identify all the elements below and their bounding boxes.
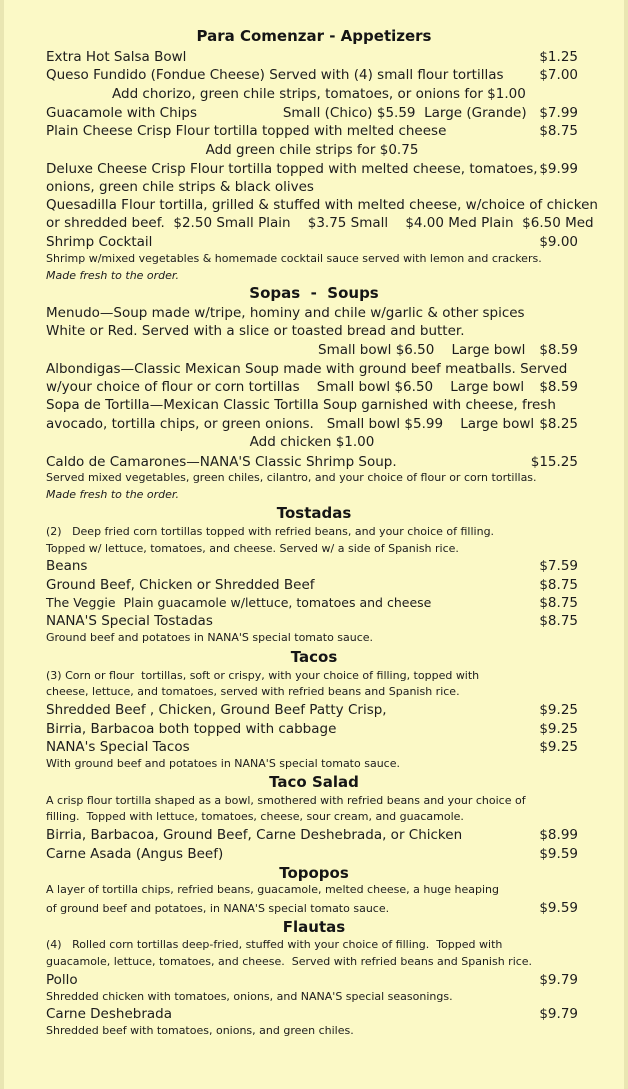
menu-price: $8.59: [539, 379, 578, 395]
menu-item: Caldo de Camarones—NANA'S Classic Shrimp Soup.: [46, 454, 397, 470]
menu-item: Menudo—Soup made w/tripe, hominy and chile w/garlic & other spices: [46, 305, 525, 321]
section-desc: (2) Deep fried corn tortillas topped with refried beans, and your choice of filling.: [46, 525, 495, 538]
menu-price: $8.25: [539, 416, 578, 432]
section-title-taco-salad: Taco Salad: [269, 773, 359, 791]
menu-item: Guacamole with Chips Small (Chico) $5.59 Large (Grande): [46, 105, 527, 121]
section-desc: cheese, lettuce, and tomatoes, served with refried beans and Spanish rice.: [46, 685, 460, 698]
menu-price: $8.59: [539, 342, 578, 358]
menu-note: Add chorizo, green chile strips, tomatoes, or onions for $1.00: [112, 86, 526, 102]
menu-item: Queso Fundido (Fondue Cheese) Served with (4) small flour tortillas: [46, 67, 504, 83]
section-desc: guacamole, lettuce, tomatoes, and cheese. Served with refried beans and Spanish rice.: [46, 955, 533, 968]
section-desc: A crisp flour tortilla shaped as a bowl, smothered with refried beans and your choice of: [46, 794, 526, 807]
menu-item-desc: or shredded beef. $2.50 Small Plain $3.75 Small $4.00 Med Plain $6.50 Med: [46, 215, 594, 231]
menu-price: $9.25: [539, 702, 578, 718]
section-title-tostadas: Tostadas: [276, 504, 352, 522]
menu-price: $9.25: [539, 721, 578, 737]
section-title-tacos: Tacos: [290, 648, 338, 666]
menu-note: Made fresh to the order.: [46, 488, 179, 501]
menu-item: Carne Deshebrada: [46, 1006, 172, 1022]
menu-item: Birria, Barbacoa, Ground Beef, Carne Deshebrada, or Chicken: [46, 827, 463, 843]
menu-item-sizes: Small bowl $6.50 Large bowl: [318, 342, 526, 358]
menu-note: Made fresh to the order.: [46, 269, 179, 282]
menu-item-desc: Served mixed vegetables, green chiles, cilantro, and your choice of flour or corn tortillas.: [46, 471, 537, 484]
menu-item: Carne Asada (Angus Beef): [46, 846, 224, 862]
menu-note: Add green chile strips for $0.75: [205, 142, 419, 158]
menu-price: $7.59: [539, 558, 578, 574]
section-title-topopos: Topopos: [279, 864, 349, 882]
menu-item: The Veggie Plain guacamole w/lettuce, tomatoes and cheese: [46, 595, 432, 610]
menu-item: Albondigas—Classic Mexican Soup made with ground beef meatballs. Served: [46, 361, 568, 377]
menu-note: Add chicken $1.00: [249, 434, 375, 450]
menu-item: Shrimp Cocktail: [46, 234, 153, 250]
section-title-soups: Sopas - Soups: [249, 284, 379, 302]
menu-price: $9.79: [539, 1006, 578, 1022]
menu-price: $15.25: [530, 454, 578, 470]
menu-item-desc: Ground beef and potatoes in NANA'S special tomato sauce.: [46, 631, 374, 644]
menu-item-desc: avocado, tortilla chips, or green onions. Small bowl $5.99 Large bowl: [46, 416, 535, 432]
menu-item: Ground Beef, Chicken or Shredded Beef: [46, 577, 315, 593]
menu-price: $7.00: [539, 67, 578, 83]
section-title-appetizers: Para Comenzar - Appetizers: [196, 27, 432, 45]
section-desc: of ground beef and potatoes, in NANA'S special tomato sauce.: [46, 902, 390, 915]
menu-price: $8.99: [539, 827, 578, 843]
menu-item-desc: w/your choice of flour or corn tortillas Small bowl $6.50 Large bowl: [46, 379, 525, 395]
menu-item: Shredded Beef , Chicken, Ground Beef Patty Crisp,: [46, 702, 387, 718]
menu-price: $9.59: [539, 846, 578, 862]
section-desc: A layer of tortilla chips, refried beans, guacamole, melted cheese, a huge heaping: [46, 883, 500, 896]
menu-item: Birria, Barbacoa both topped with cabbage: [46, 721, 337, 737]
menu-price: $9.00: [539, 234, 578, 250]
menu-item: NANA's Special Tacos: [46, 739, 190, 755]
menu-price: $8.75: [539, 613, 578, 629]
menu-item-desc: Shrimp w/mixed vegetables & homemade cocktail sauce served with lemon and crackers.: [46, 252, 542, 265]
menu-item: Plain Cheese Crisp Flour tortilla topped with melted cheese: [46, 123, 447, 139]
menu-price: $9.25: [539, 739, 578, 755]
section-desc: (3) Corn or flour tortillas, soft or crispy, with your choice of filling, topped with: [46, 669, 480, 682]
section-title-flautas: Flautas: [282, 918, 346, 936]
menu-item-desc: With ground beef and potatoes in NANA'S special tomato sauce.: [46, 757, 400, 770]
section-desc: filling. Topped with lettuce, tomatoes, cheese, sour cream, and guacamole.: [46, 810, 464, 823]
section-desc: (4) Rolled corn tortillas deep-fried, stuffed with your choice of filling. Topped with: [46, 938, 503, 951]
menu-price: $9.79: [539, 972, 578, 988]
menu-item: Beans: [46, 558, 88, 574]
menu-item: Quesadilla Flour tortilla, grilled & stuffed with melted cheese, w/choice of chicken: [46, 197, 598, 213]
menu-price: $8.75: [539, 123, 578, 139]
menu-item-desc: White or Red. Served with a slice or toasted bread and butter.: [46, 323, 465, 339]
menu-item: NANA'S Special Tostadas: [46, 613, 213, 629]
menu-price: $8.75: [539, 595, 578, 611]
menu-item: Extra Hot Salsa Bowl: [46, 49, 187, 65]
menu-price: $7.99: [539, 105, 578, 121]
menu-item-desc: onions, green chile strips & black olives: [46, 179, 314, 195]
menu-item-desc: Shredded chicken with tomatoes, onions, and NANA'S special seasonings.: [46, 990, 453, 1003]
menu-price: $9.59: [539, 900, 578, 916]
menu-item-desc: Shredded beef with tomatoes, onions, and green chiles.: [46, 1024, 354, 1037]
menu-item: Pollo: [46, 972, 78, 988]
menu-price: $9.99: [539, 161, 578, 177]
menu-item: Deluxe Cheese Crisp Flour tortilla topped with melted cheese, tomatoes,: [46, 161, 538, 177]
menu-price: $1.25: [539, 49, 578, 65]
section-desc: Topped w/ lettuce, tomatoes, and cheese. Served w/ a side of Spanish rice.: [46, 542, 459, 555]
menu-price: $8.75: [539, 577, 578, 593]
menu-item: Sopa de Tortilla—Mexican Classic Tortilla Soup garnished with cheese, fresh: [46, 397, 556, 413]
